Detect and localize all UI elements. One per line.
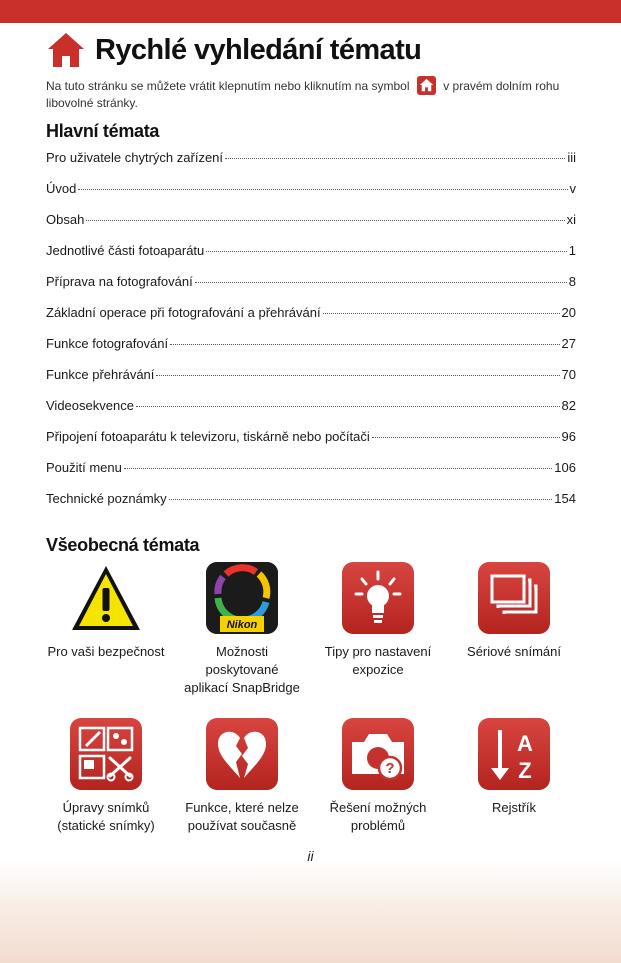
warning-icon (70, 562, 142, 634)
toc-page: v (569, 181, 576, 196)
toc-leader (124, 468, 552, 469)
toc-page: 96 (561, 429, 576, 444)
stacked-photos-icon (478, 562, 550, 634)
toc-item-smart-devices[interactable] (46, 150, 576, 181)
toc-leader (170, 344, 559, 345)
page-number: ii (307, 848, 314, 864)
main-topics-heading: Hlavní témata (46, 121, 160, 141)
toc-item-introduction[interactable] (46, 181, 576, 212)
topic-restrictions[interactable] (182, 718, 302, 835)
toc-label: Připojení fotoaparátu k televizoru, tiskárně nebo počítači (46, 429, 370, 444)
camera-question-icon (342, 718, 414, 790)
toc-page: 8 (568, 274, 576, 289)
topic-label: Úpravy snímků (statické snímky) (57, 800, 155, 833)
toc-item-camera-parts[interactable] (46, 243, 576, 274)
toc-page: 82 (561, 398, 576, 413)
toc-leader (136, 406, 560, 407)
topic-image-editing[interactable] (46, 718, 166, 835)
toc-item-basic-operations[interactable] (46, 305, 576, 336)
toc-page: 27 (561, 336, 576, 351)
intro-text (46, 76, 576, 112)
svg-text:Nikon: Nikon (226, 619, 258, 631)
lightbulb-icon (342, 562, 414, 634)
toc-leader (323, 313, 560, 314)
toc-leader (195, 282, 567, 283)
broken-heart-icon (206, 718, 278, 790)
main-topics-list (46, 150, 576, 522)
home-icon[interactable] (46, 30, 86, 70)
topic-troubleshooting[interactable] (318, 718, 438, 835)
toc-label: Použití menu (46, 460, 122, 475)
topic-label: Možnosti poskytované aplikací SnapBridge (184, 644, 300, 695)
toc-label: Technické poznámky (46, 491, 167, 506)
general-topics-heading: Všeobecná témata (46, 535, 200, 555)
toc-page: 70 (561, 367, 576, 382)
topic-label: Řešení možných problémů (329, 800, 427, 833)
svg-text:A: A (517, 731, 533, 756)
toc-label: Příprava na fotografování (46, 274, 193, 289)
toc-label: Funkce přehrávání (46, 367, 155, 382)
home-icon[interactable] (417, 76, 436, 95)
topic-exposure-tips[interactable] (318, 562, 438, 679)
toc-page: 1 (568, 243, 576, 258)
topic-index[interactable] (454, 718, 574, 817)
a-z-index-icon (478, 718, 550, 790)
toc-label: Funkce fotografování (46, 336, 169, 351)
toc-leader (169, 499, 553, 500)
toc-label: Pro uživatele chytrých zařízení (46, 150, 224, 165)
svg-text:?: ? (385, 760, 395, 777)
topic-snapbridge[interactable] (182, 562, 302, 697)
toc-leader (86, 220, 564, 221)
toc-page: iii (567, 150, 576, 165)
topic-label: Tipy pro nastavení expozice (324, 644, 432, 677)
toc-item-preparation[interactable] (46, 274, 576, 305)
topic-safety[interactable] (46, 562, 166, 661)
snapbridge-app-icon (206, 562, 278, 634)
top-accent-bar (0, 0, 621, 23)
toc-item-movies[interactable] (46, 398, 576, 429)
toc-page: 154 (554, 491, 576, 506)
toc-page: 106 (554, 460, 576, 475)
svg-text:Z: Z (518, 758, 532, 783)
toc-item-shooting-features[interactable] (46, 336, 576, 367)
toc-page: xi (566, 212, 576, 227)
toc-label: Obsah (46, 212, 85, 227)
topic-label: Rejstřík (491, 800, 537, 815)
intro-text-after: v pravém dolním rohu libovolné stránky. (46, 79, 560, 110)
toc-leader (78, 189, 567, 190)
toc-page: 20 (561, 305, 576, 320)
page-title: Rychlé vyhledání tématu (95, 33, 422, 66)
toc-item-technical-notes[interactable] (46, 491, 576, 522)
toc-leader (225, 158, 565, 159)
toc-item-using-menu[interactable] (46, 460, 576, 491)
toc-leader (156, 375, 559, 376)
toc-leader (372, 437, 560, 438)
topic-label: Sériové snímání (467, 644, 561, 659)
toc-leader (206, 251, 566, 252)
toc-label: Úvod (46, 181, 77, 196)
toc-item-playback-features[interactable] (46, 367, 576, 398)
toc-item-contents[interactable] (46, 212, 576, 243)
topic-continuous-shooting[interactable] (454, 562, 574, 661)
toc-label: Jednotlivé části fotoaparátu (46, 243, 205, 258)
toc-label: Základní operace při fotografování a přehrávání (46, 305, 321, 320)
topic-label: Pro vaši bezpečnost (47, 644, 165, 659)
toc-item-connecting[interactable] (46, 429, 576, 460)
topic-label: Funkce, které nelze používat současně (185, 800, 299, 833)
page-header (46, 28, 421, 72)
toc-label: Videosekvence (46, 398, 134, 413)
image-edit-icon (70, 718, 142, 790)
intro-text-before: Na tuto stránku se můžete vrátit klepnutím nebo kliknutím na symbol (46, 79, 410, 93)
